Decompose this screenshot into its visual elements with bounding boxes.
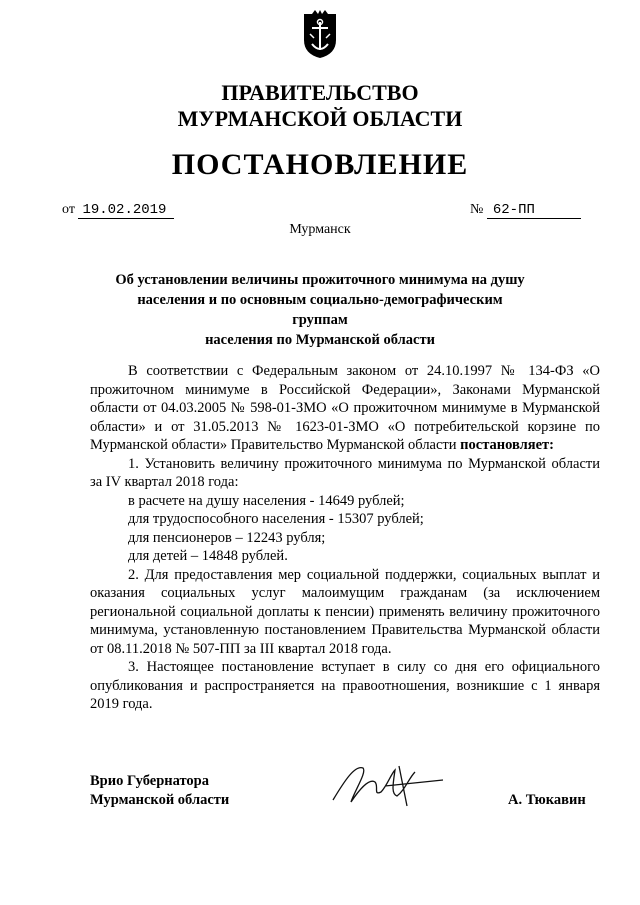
document-type: ПОСТАНОВЛЕНИЕ — [171, 148, 469, 181]
org-name-line2: МУРМАНСКОЙ ОБЛАСТИ — [177, 106, 463, 131]
document-body — [90, 362, 600, 714]
paragraph-1: 1. Установить величину прожиточного минимума по Мурманской области за IV квартал 2018 года: — [90, 455, 600, 490]
signatory-title-line1: Врио Губернатора — [90, 773, 209, 789]
org-name-line1: ПРАВИТЕЛЬСТВО — [221, 80, 419, 105]
subject-line1: Об установлении величины прожиточного минимума на душу — [115, 272, 525, 288]
intro-text: В соответствии с Федеральным законом от 24.10.1997 № 134-ФЗ «О прожиточном минимуме в Российской Федерации», Законами Мурманской области от 04.03.2005 № 598-01-ЗМО «О прожиточном минимуме в Мурманской области» и от 31.05.2013 № 1623-01-ЗМО «О потребительской корзине по Мурманской области» Правительство Мурманской области — [90, 363, 600, 453]
list-item: для пенсионеров – 12243 рубля; — [128, 529, 326, 546]
signatory-name: А. Тюкавин — [508, 792, 586, 808]
list-item: для трудоспособного населения - 15307 рублей; — [128, 511, 424, 527]
date-block — [62, 202, 174, 219]
list-item: в расчете на душу населения - 14649 рублей; — [128, 492, 405, 509]
document-subject — [110, 270, 530, 350]
number-prefix: № — [470, 202, 484, 217]
subject-line3: населения по Мурманской области — [205, 332, 435, 348]
date-prefix: от — [62, 202, 75, 217]
list-item: для детей – 14848 рублей. — [128, 548, 288, 564]
coat-of-arms-icon — [300, 10, 340, 60]
intro-bold: постановляет: — [460, 437, 554, 453]
number-block — [470, 202, 581, 219]
signatory-title-line2: Мурманской области — [90, 792, 230, 808]
city: Мурманск — [289, 222, 351, 237]
paragraph-2: 2. Для предоставления мер социальной поддержки, социальных выплат и оказания социальных услуг малоимущим гражданам (за исключением региональной социальной доплаты к пенсии) применять величину прожиточного минимума, установленную постановлением Правительства Мурманской области от 08.11.2018 № 507-ПП за III квартал 2018 года. — [90, 566, 600, 657]
intro-paragraph — [90, 362, 600, 455]
handwritten-signature — [325, 760, 455, 810]
subject-line2: населения и по основным социально-демографическим группам — [137, 292, 503, 328]
signatory-title — [90, 772, 229, 810]
document-number: 62-ПП — [487, 202, 581, 219]
document-date: 19.02.2019 — [78, 202, 174, 219]
paragraph-3: 3. Настоящее постановление вступает в силу со дня его официального опубликования и распространяется на правоотношения, возникшие с 1 января 2019 года. — [90, 659, 600, 712]
